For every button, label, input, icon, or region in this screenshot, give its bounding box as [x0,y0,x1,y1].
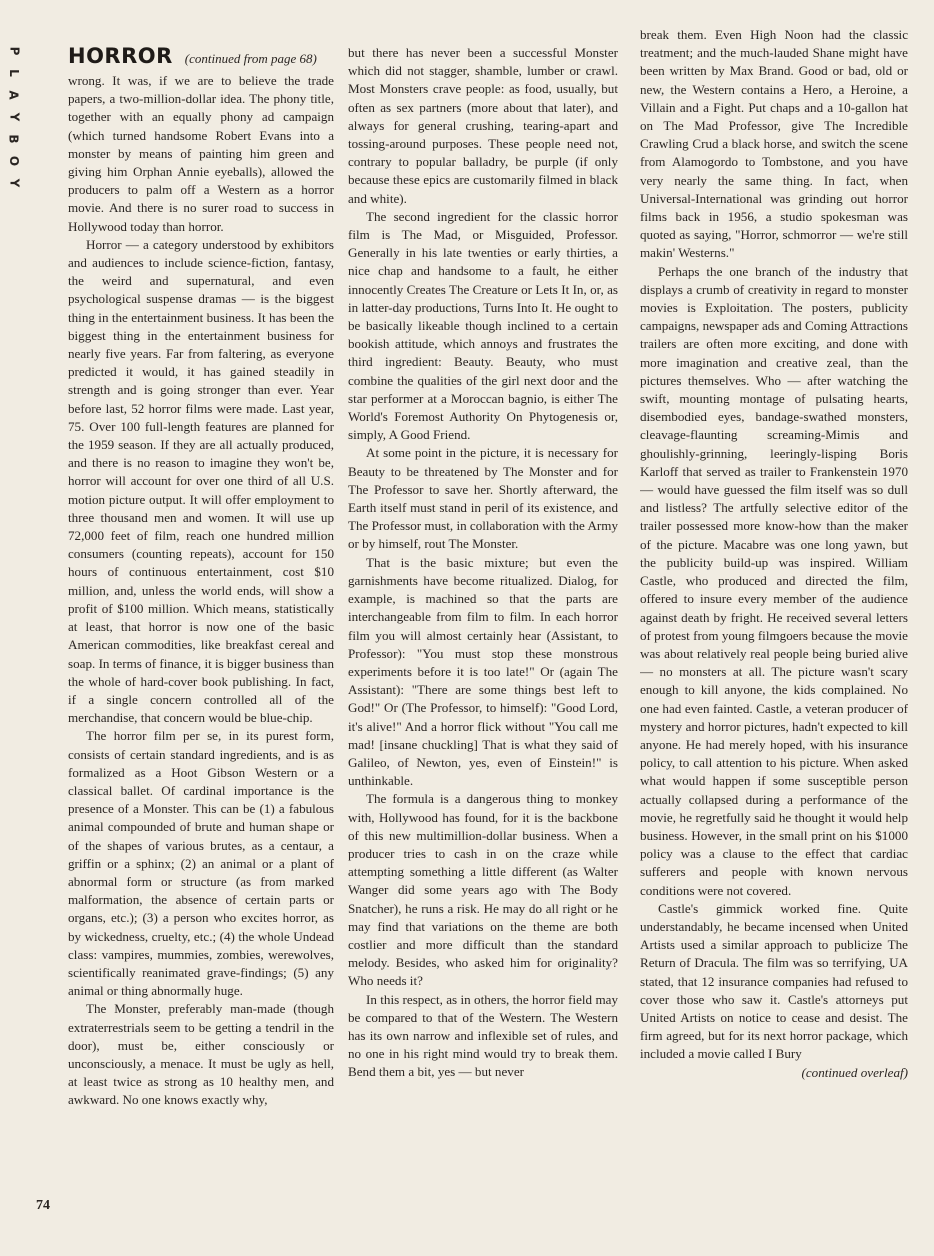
text-column-1 [68,72,334,1242]
section-title: HORROR [68,44,173,68]
paragraph: The formula is a dangerous thing to monkey with, Hollywood has found, for it is the backbone of this new multimillion-dollar business. When a producer tries to cash in on the craze while attempting something a little different (as Walter Wanger did some years ago with The Body Snatcher), he runs a risk. He may do all right or he may find that variations on the theme are both costlier and more difficult than the standard melody. Besides, who asked him for originality? Who needs it? [348,791,618,989]
continued-note: (continued from page 68) [184,51,317,66]
sidebar-letter: L [7,69,21,77]
article-header [68,44,317,72]
sidebar-letter: Y [6,178,21,188]
text-column-3 [640,26,908,1216]
sidebar-letter: Y [6,112,21,122]
sidebar-letter: P [6,46,21,56]
paragraph: Perhaps the one branch of the industry that displays a crumb of creativity in regard to monster movies is Exploitation. The posters, publicity campaigns, newspaper ads and Coming Attractions trailers are often more exciting, and done with more imagination and creative zeal, than the pictures themselves. Who — after watching the swift, mounting montage of pulsating hearts, disembodied eyes, bandage-swathed monsters, cleavage-flaunting screaming-Mimis and ghoulishly-grinning, leeringly-lisping Boris Karloff that served as trailer to Frankenstein 1970 — would have guessed the film itself was so dull and listless? The artfully selective editor of the trailer possessed more know-how than the maker of the picture. Macabre was one long yawn, but the publicity build-up was inspired. William Castle, who produced and directed the film, offered to insure every member of the audience against death by fright. He received several letters of protest from young filmgoers because the movie was about relatively real people being buried alive — no monsters at all. The picture wasn't scary enough to kill anyone, the kids complained. No one had even fainted. Castle, a veteran producer of mystery and horror pictures, hadn't expected to kill anyone. He had merely hoped, with his insurance policy, to call attention to his picture. When asked what would happen if some susceptible person actually collapsed during a performance of the movie, he regretfully said he thought it would help business. However, in the small print on his $1000 policy was a clause to the effect that cardiac sufferers and people with known nervous conditions were not covered. [640,263,908,898]
paragraph: but there has never been a successful Monster which did not stagger, shamble, lumber or crawl. Most Monsters crave people: as food, usually, but often as sex partners (more about that later), and always for general crushing, tearing-apart and tossing-around purposes. These people need not, contrary to popular balladry, be purple (if only because these epics are customarily filmed in black and white). [348,45,618,206]
text-column-2 [348,44,618,1239]
sidebar-letter: O [6,155,21,167]
paragraph: break them. Even High Noon had the classic treatment; and the much-lauded Shane might have been written by Max Brand. Good or bad, old or new, the Western contains a Hero, a Heroine, a Villain and a Fight. Put chaps and a 10-gallon hat on The Mad Professor, give The Incredible Crawling Crud a black horse, and switch the scene from Alamogordo to Tombstone, and you have very nearly the same thing. In fact, when Universal-International was grinding out horror films back in 1956, a studio spokesman was quoted as saying, "Horror, schmorror — we're still makin' Westerns." [640,27,908,261]
continued-overleaf: (continued overleaf) [801,1064,908,1080]
paragraph: At some point in the picture, it is necessary for Beauty to be threatened by The Monster and for The Professor to save her. Shortly afterward, the Earth itself must stand in peril of its existence, and The Professor must, in collaboration with the Army or by himself, rout The Monster. [348,445,618,552]
paragraph: Horror — a category understood by exhibitors and audiences to include science-fiction, fantasy, the weird and supernatural, and even psychological suspense dramas — is the biggest thing in the entertainment business. It has been the biggest thing in the entertainment business for nearly five years. Far from faltering, as everyone predicted it would, it has gained steadily in strength and is going stronger than ever. Year before last, 52 horror films were made. Last year, 75. Over 100 full-length features are planned for the 1959 season. If they are all actually produced, and there is no reason to imagine they won't be, horror will account for over one third of all U.S. motion picture output. It will offer employment to three thousand men and women. It will use up 72,000 feet of film, reach one hundred million consumers (counting repeats), account for 150 hours of continuous entertainment, cost $10 million, and, unless the world ends, will show a profit of $100 million. Which means, statistically at least, that horror is now one of the basic American commodities, like breakfast cereal and soap. In terms of finance, it is bigger business than the whole of hard-cover book publishing. In fact, if a single concern controlled all of the merchandise, that concern would be blue-chip. [68,236,334,726]
magazine-sidebar-logo [6,40,22,194]
paragraph: That is the basic mixture; but even the garnishments have become ritualized. Dialog, for example, is machined so that the parts are interchangeable from film to film. In each horror film you will almost certainly hear (Assistant, to Professor): "You must stop these monstrous experiments before it is too late!" Or (again The Assistant): "There are some things best left to God!" Or (The Professor, to himself): "Good Lord, it's alive!" And a horror flick without "You call me mad! [insane chuckling] That is what they said of Galileo, of Newton, yes, even of Einstein!" is unthinkable. [348,554,618,789]
paragraph: The second ingredient for the classic horror film is The Mad, or Misguided, Professor. Generally in his late twenties or early thirties, a nice chap and handsome to a fault, he either innocently Creates The Creature or Lets It In, or, as in latter-day productions, Turns Into It. He ought to be basically likeable though inclined to a certain bookish attitude, which annoys and frustrates the third ingredient: Beauty. Beauty, who must combine the qualities of the girl next door and the star performer at a Moroccan bagnio, is either The World's Foremost Authority On Phytogenesis or, simply, A Good Friend. [348,208,618,443]
page-number: 74 [36,1198,50,1213]
paragraph: The Monster, preferably man-made (though extraterrestrials seem to be getting a tendril in the door), must be, either consciously or unconsciously, a menace. It must be ugly as hell, at least twice as strong as 10 healthy men, and awkward. No one knows exactly why, [68,1001,334,1108]
paragraph: The horror film per se, in its purest form, consists of certain standard ingredients, and is as formalized as a Hoot Gibson Western or a classical ballet. Of cardinal importance is the presence of a Monster. This can be (1) a fabulous animal compounded of brute and human shape or of the shapes of various brutes, as a centaur, a griffin or a sphinx; (2) an animal or a plant of abnormal form or structure (as from marked malformation, the absence of certain parts or organs, etc.); (3) a person who excites horror, as by wickedness, cruelty, etc.; (4) the whole Undead class: vampires, mummies, zombies, werewolves, scientifically reanimated grave-findings; (5) any animal or thing abnormally huge. [68,728,334,999]
paragraph: In this respect, as in others, the horror field may be compared to that of the Western. The Western has its own narrow and inflexible set of rules, and no one in his right mind would try to break them. Bend them a bit, yes — but never [348,991,618,1080]
sidebar-letter: A [6,90,21,100]
paragraph: Castle's gimmick worked fine. Quite understandably, he became incensed when United Artists used a similar approach to publicize The Return of Dracula. The film was so terrifying, UA stated, that 12 insurance companies had refused to cover those who saw it. Castle's attorneys put United Artists on notice to cease and desist. The firm agreed, but for its next horror package, which included a movie called I Bury [640,900,908,1062]
paragraph: wrong. It was, if we are to believe the trade papers, a two-million-dollar idea. The phony title, together with an equally phony ad campaign (which turned handsome Robert Evans into a monster by means of painting him green and giving him Orphan Annie eyeballs), allowed the producers to palm off a Western as a horror movie. And there is no surer road to success in Hollywood today than horror. [68,73,334,234]
sidebar-letter: B [7,134,21,144]
